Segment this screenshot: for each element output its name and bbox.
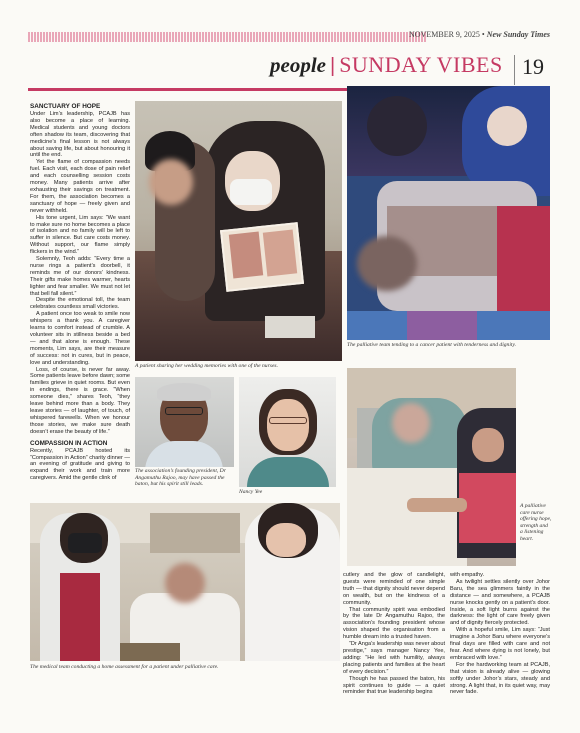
caption-founder: The association’s founding president, Dr Angamuthu Rajoo, may have passed the baton, but his spirit still leads. — [135, 468, 226, 488]
subhead-sanctuary: SANCTUARY OF HOPE — [30, 103, 101, 110]
paragraph: Under Lim’s leadership, PCAJB has also become a place of learning. Medical students and young doctors often shadow its team, discovering that medicine’s final lesson is not always about saving life, but about honouring it until the end. — [30, 111, 130, 159]
caption-home: The medical team conducting a home assessment for a patient under palliative care. — [30, 664, 219, 670]
section-divider: | — [329, 55, 336, 77]
photo-palliative-nurse — [347, 368, 516, 566]
paragraph: Though he has passed the baton, his spirit continues to guide — a quiet reminder that true leadership begins — [343, 675, 445, 696]
paragraph: As twilight settles silently over Johor Baru, the sea glimmers faintly in the distance — and somewhere, a PCAJB nurse knocks gently on a patient’s door. Inside, a soft light burns against the darkness: the light of care freely given and of dignity fiercely protected. — [450, 578, 550, 627]
caption-cancer: The palliative team tending to a cancer patient with tenderness and dignity. — [347, 342, 517, 348]
decorative-stripe — [28, 32, 426, 42]
dateline — [409, 30, 550, 39]
header-divider — [514, 55, 515, 85]
paragraph: That community spirit was embodied by the late Dr Angamuthu Rajoo, the association’s founding president whose vision shaped the organisation from a humble dream into a trusted haven. — [343, 606, 445, 641]
section-title: SUNDAY VIBES — [339, 52, 503, 77]
caption-nancy: Nancy Yee — [239, 489, 263, 495]
paragraph: With a hopeful smile, Lim says: “Just imagine a Johor Baru where everyone’s final days are filled with care and not fear. And where dying is not lonely, but embraced with love.” — [450, 627, 550, 661]
paragraph: cutlery and the glow of candlelight, guests were reminded of one simple truth — that dignity should never depend on wealth, but on the kindness of a community. — [343, 572, 445, 606]
paragraph: A patient once too weak to smile now whispers a thank you. A caregiver learns to comfort instead of crumble. A volunteer sits in stillness beside a bed — and that alone is enough. These moments, Lim says, are their measure of success: not in cures, but in peace, love and understanding. — [30, 311, 130, 366]
photo-home-assessment — [30, 503, 340, 661]
paragraph: Loss, of course, is never far away. Some patients leave before dawn; some families grieve in quiet rooms. But even in endings, there is grace. “When someone dies,” shares Teoh, “they leave behind more than a body. They leave stories — of laughter, of touch, of whispered farewells. When we honour those stories, we make sure death doesn’t erase the beauty of life.” — [30, 366, 130, 435]
paragraph: His tone urgent, Lim says: “We want to make sure no home becomes a place of isolation and no family will be left to suffer in silence. But care costs money. Without support, our flame simply flickers in the wind.” — [30, 214, 130, 256]
article-column-1 — [30, 101, 130, 482]
paragraph: “Dr Anga’s leadership was never about prestige,” says manager Nancy Yee, adding: “He led with humility, always placing patients and families at the heart of every decision.” — [343, 641, 445, 675]
article-column-3 — [343, 572, 445, 696]
masthead-strip — [28, 30, 550, 44]
article-column-4 — [450, 572, 550, 696]
paragraph: with empathy. — [450, 572, 485, 578]
paragraph: Yet the flame of compassion needs fuel. Each visit, each dose of pain relief and each counselling session costs money. Many patients arrive after exhausting their savings on treatment. For them, the association becomes a sanctuary of hope — freely given and never withheld. — [30, 159, 130, 214]
photo-nancy-yee — [239, 377, 336, 487]
paragraph: Recently, PCAJB hosted its “Compassion in Action” charity dinner — an evening of gratitude and giving to expand their work and train more caregivers. Amid the gentle clink of — [30, 447, 130, 482]
caption-wedding: A patient sharing her wedding memories with one of the nurses. — [135, 363, 278, 369]
paragraph: For the hardworking team at PCAJB, that vision is already alive — glowing softly under Johor’s stars, steady and strong. A light that, in its quiet way, may never fade. — [450, 661, 550, 696]
paragraph: Despite the emotional toll, the team celebrates countless small victories. — [30, 297, 130, 311]
section-heading — [270, 52, 516, 84]
issue-date: NOVEMBER 9, 2025 — [409, 30, 480, 39]
section-label: people — [270, 53, 326, 77]
photo-cancer-patient — [347, 86, 550, 340]
caption-nurse: A palliative care nurse offering hope, strength and a listening heart. — [520, 503, 552, 542]
dateline-separator: • — [481, 30, 485, 39]
paragraph: Solemnly, Teoh adds: “Every time a nurse rings a patient’s doorbell, it reminds me of our donors’ kindness. Their gifts make homes warmer, hearts lighter and fear smaller. We must not let that bell fall silent.” — [30, 256, 130, 297]
page-number: 19 — [522, 54, 544, 79]
publication-name: New Sunday Times — [486, 30, 550, 39]
subhead-compassion: COMPASSION IN ACTION — [30, 439, 108, 447]
photo-wedding-memories — [135, 101, 342, 361]
photo-founder — [135, 377, 234, 467]
